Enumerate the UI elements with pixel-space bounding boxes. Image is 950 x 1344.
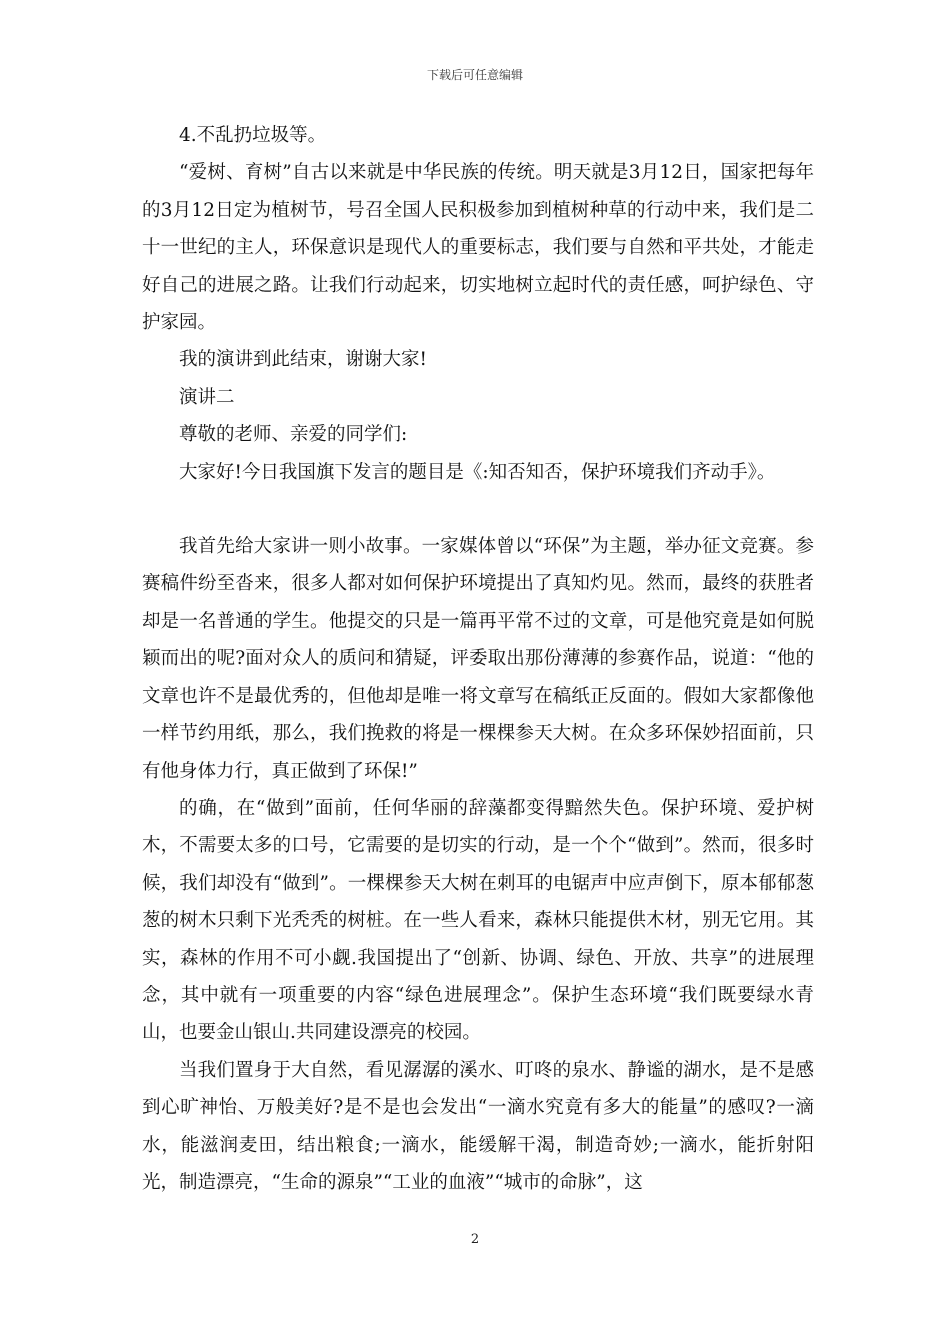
page-header: 下载后可任意编辑	[426, 68, 523, 82]
paragraph-greeting-title: 大家好!今日我国旗下发言的题目是《:知否知否，保护环境我们齐动手》。	[179, 461, 776, 483]
paragraph-speech-end: 我的演讲到此结束，谢谢大家!	[179, 349, 427, 371]
paragraph-water: 当我们置身于大自然，看见潺潺的溪水、叮咚的泉水、静谧的湖水，是不是感到心旷神怡、万般美好?是不是也会发出“一滴水究竟有多大的能量”的感叹?一滴水，能滋润麦田，结出粮食;一滴水，能缓解干渴，制造奇妙;一滴水，能折射阳光，制造漂亮，“生命的源泉”“工业的血液”“城市的命脉”，这	[142, 1059, 814, 1193]
paragraph-list-item-4: 4.不乱扔垃圾等。	[179, 125, 327, 146]
paragraph-salutation: 尊敬的老师、亲爱的同学们:	[179, 424, 408, 446]
paragraph-story: 我首先给大家讲一则小故事。一家媒体曾以“环保”为主题，举办征文竞赛。参赛稿件纷至沓来，很多人都对如何保护环境提出了真知灼见。然而，最终的获胜者却是一名普通的学生。他提交的只是一篇再平常不过的文章，可是他究竟是如何脱颖而出的呢?面对众人的质问和猜疑，评委取出那份薄薄的参赛作品，说道：“他的文章也许不是最优秀的，但他却是唯一将文章写在稿纸正反面的。假如大家都像他一样节约用纸，那么，我们挽救的将是一棵棵参天大树。在众多环保妙招面前，只有他身体力行，真正做到了环保!”	[142, 536, 814, 782]
paragraph-doing-it: 的确，在“做到”面前，任何华丽的辞藻都变得黯然失色。保护环境、爱护树木，不需要太多的口号，它需要的是切实的行动，是一个个“做到”。然而，很多时候，我们却没有“做到”。一棵棵参天大树在刺耳的电锯声中应声倒下，原本郁郁葱葱的树木只剩下光秃秃的树桩。在一些人看来，森林只能提供木材，别无它用。其实，森林的作用不可小觑.我国提出了“创新、协调、绿色、开放、共享”的进展理念，其中就有一项重要的内容“绿色进展理念”。保护生态环境“我们既要绿水青山，也要金山银山.共同建设漂亮的校园。	[142, 797, 814, 1044]
page-number: 2	[470, 1232, 480, 1247]
document-body	[142, 117, 814, 1201]
paragraph-arbor-day: “爱树、育树”自古以来就是中华民族的传统。明天就是3月12日，国家把每年的3月12日定为植树节，号召全国人民积极参加到植树种草的行动中来，我们是二十一世纪的主人，环保意识是现代人的重要标志，我们要与自然和平共处，才能走好自己的进展之路。让我们行动起来，切实地树立起时代的责任感，呵护绿色、守护家园。	[142, 162, 814, 334]
section-heading-speech-two: 演讲二	[179, 386, 235, 408]
